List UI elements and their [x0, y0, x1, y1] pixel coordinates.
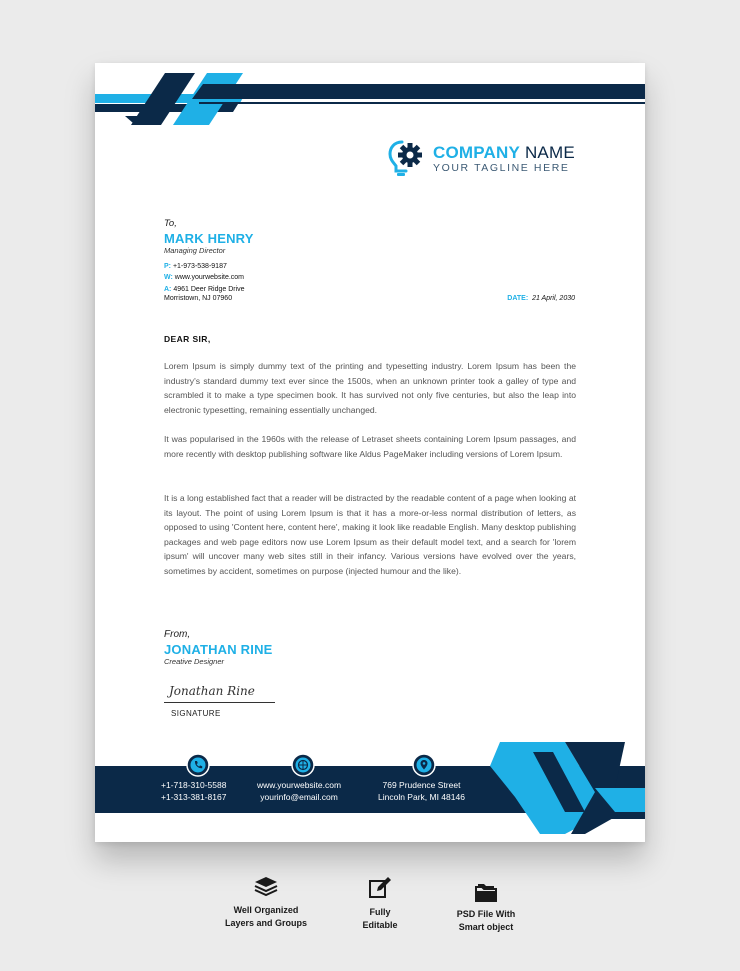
footer-address: [378, 779, 465, 803]
footer-street: 769 Prudence Street: [382, 780, 461, 790]
company-name-rest: NAME: [520, 143, 575, 162]
footer-web: [257, 779, 341, 803]
sender-title: Creative Designer: [164, 657, 225, 666]
date-value: 21 April, 2030: [532, 295, 575, 302]
sender-name: JONATHAN RINE: [164, 642, 273, 657]
from-label: From,: [164, 629, 191, 640]
header-decoration: [95, 63, 645, 133]
recipient-title: Managing Director: [164, 246, 226, 255]
date-key: DATE:: [507, 295, 529, 302]
company-tagline: YOUR TAGLINE HERE: [433, 162, 570, 174]
signature-line: [164, 702, 275, 703]
footer-email: yourinfo@email.com: [260, 792, 338, 802]
footer-website: www.yourwebsite.com: [257, 780, 342, 790]
address-line1: 4961 Deer Ridge Drive: [173, 286, 245, 293]
footer-phone-2: +1-313-381-8167: [161, 792, 227, 802]
body-paragraph-2: It was popularised in the 1960s with the release of Letraset sheets containing Lorem Ipsum passages, and more recently with desktop publishing software like Aldus PageMaker including versions of Lorem Ipsum.: [164, 434, 576, 459]
feature-psd-line2: Smart object: [458, 922, 514, 932]
phone-value: +1-973-538-9187: [172, 263, 227, 270]
feature-editable-line2: Editable: [362, 920, 398, 930]
edit-icon: [368, 876, 392, 900]
letterhead-page: [95, 63, 645, 842]
feature-editable-line1: Fully: [369, 907, 391, 917]
web-key: W:: [164, 274, 173, 281]
body-paragraph-3: It is a long established fact that a reader will be distracted by the readable content of a page when looking at its layout. The point of using Lorem Ipsum is that it has a more-or-less normal distribution of letters, as opposed to using 'Content here, content here', making it look like readable English. Many desktop publishing packages and web page editors now use Lorem Ipsum as their default model text, and a search for 'lorem ipsum' will uncover many web sites still in their infancy. Various versions have evolved over the years, sometimes by accident, sometimes on purpose (injected humour and the like).: [164, 493, 576, 576]
feature-layers: [206, 876, 326, 930]
to-label: To,: [164, 218, 177, 229]
globe-icon: [291, 753, 315, 777]
feature-editable-label: [340, 906, 420, 932]
recipient-address: [164, 286, 245, 293]
recipient-address-line2: Morristown, NJ 07960: [164, 295, 233, 302]
bulb-gear-icon: [388, 138, 428, 178]
recipient-phone: [164, 263, 227, 270]
footer-phone-1: +1-718-310-5588: [161, 780, 227, 790]
body-paragraph-1: Lorem Ipsum is simply dummy text of the printing and typesetting industry. Lorem Ipsum has been the industry's standard dummy text ever since the 1500s, when an unknown printer took a galley of type and scrambled it to make a type specimen book. It has survived not only five centuries, but also the leap into electronic typesetting, remaining essentially unchanged.: [164, 361, 576, 415]
feature-layers-line2: Layers and Groups: [224, 918, 308, 928]
salutation: DEAR SIR,: [164, 334, 211, 344]
footer-phones: [161, 779, 226, 803]
feature-layers-line1: Well Organized: [233, 905, 299, 915]
company-name-strong: COMPANY: [433, 143, 521, 162]
feature-psd-line1: PSD File With: [456, 909, 516, 919]
recipient-name: MARK HENRY: [164, 231, 254, 246]
footer-city: Lincoln Park, MI 48146: [378, 792, 465, 802]
feature-psd: [436, 882, 536, 934]
company-name: [433, 143, 575, 163]
signature-script: [167, 675, 277, 703]
folder-icon: [475, 882, 497, 902]
feature-psd-label: [436, 908, 536, 934]
svg-text:Jonathan Rine: Jonathan Rine: [169, 684, 255, 698]
phone-icon: [186, 753, 210, 777]
phone-key: P:: [164, 263, 171, 270]
address-key: A:: [164, 286, 172, 293]
layers-icon: [254, 876, 278, 898]
feature-editable: [340, 876, 420, 932]
feature-layers-label: [206, 904, 326, 930]
web-value: www.yourwebsite.com: [174, 274, 245, 281]
recipient-web: [164, 274, 244, 281]
letter-date: [507, 295, 575, 302]
location-pin-icon: [412, 753, 436, 777]
signature-label: SIGNATURE: [171, 709, 221, 718]
